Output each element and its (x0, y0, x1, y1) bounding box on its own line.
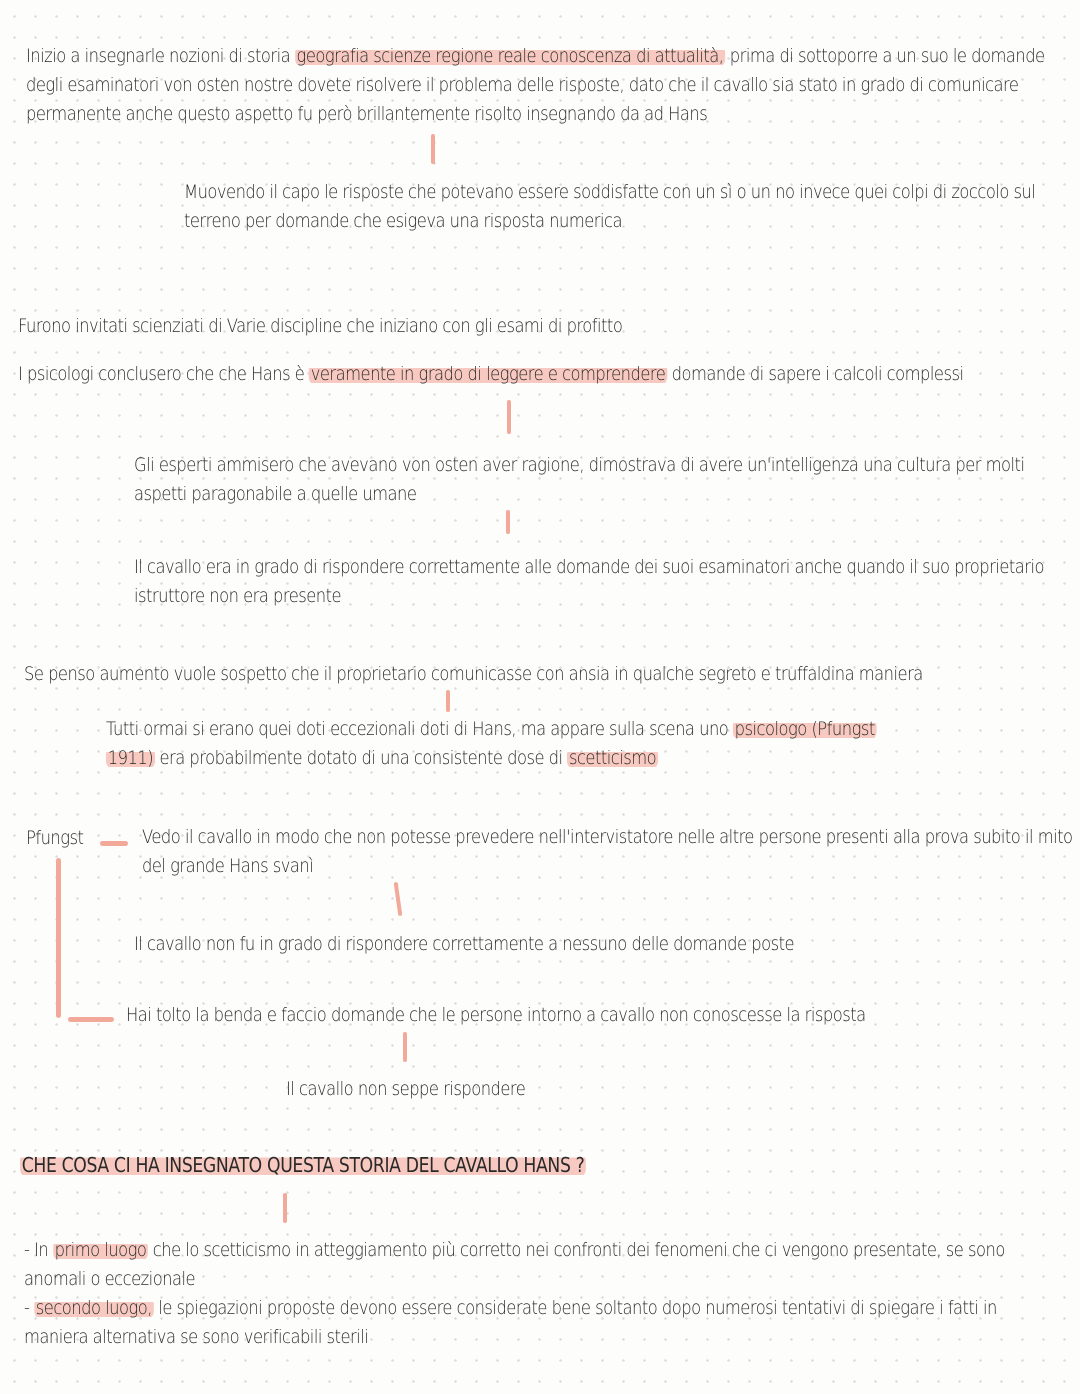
connector-arrow (394, 882, 403, 916)
text-line: Furono invitati scienziati di Varie discipline che iniziano con gli esami di profitto (18, 315, 623, 337)
highlight: veramente in grado di leggere e comprendere (310, 363, 666, 385)
text-line: maniera alternativa se sono verificabili sterili (24, 1326, 369, 1348)
connector-arrow (431, 134, 435, 164)
paragraph-intro (26, 42, 1045, 129)
text-line: - secondo luogo, le spiegazioni proposte devono essere considerate bene soltanto dopo numerosi tentativi di spiegare i fatti in (24, 1297, 997, 1319)
paragraph-head-movement (184, 178, 1035, 236)
highlight: secondo luogo, (35, 1297, 152, 1319)
paragraph-could-not-answer (286, 1075, 525, 1104)
text-line: permanente anche questo aspetto fu però brillantemente risolto insegnando da ad Hans (26, 103, 708, 125)
paragraph-fail (134, 930, 794, 959)
highlight: scetticismo (568, 747, 657, 769)
text-line: Tutti ormai si erano quei doti eccezionali doti di Hans, ma appare sulla scena uno psicologo (Pfungst (106, 718, 875, 740)
text-line: - In primo luogo che lo scetticismo in atteggiamento più corretto nei confronti dei fenomeni che ci vengono presentate, se sono (24, 1239, 1005, 1261)
bracket-line (56, 858, 61, 1018)
bracket-bottom-tick (68, 1017, 114, 1022)
paragraph-psychologists (18, 360, 963, 389)
text-line: Il cavallo era in grado di rispondere correttamente alle domande dei suoi esaminatori anche quando il suo proprietario (134, 556, 1045, 578)
section-heading (20, 1151, 586, 1179)
text-line: 1911) era probabilmente dotato di una consistente dose di scetticismo (107, 747, 657, 769)
text-line: Gli esperti ammisero che avevano von osten aver ragione, dimostrava di avere un'intelligenza una cultura per molti (134, 454, 1025, 476)
text-line: Il cavallo non seppe rispondere (286, 1078, 526, 1100)
bracket-top-tick (100, 841, 128, 846)
pfungst-label: Pfungst (26, 827, 84, 849)
text-line: del grande Hans svanì (142, 855, 314, 877)
paragraph-horse-answers (134, 553, 1044, 611)
connector-arrow (403, 1032, 407, 1062)
text-line: Il cavallo non fu in grado di rispondere correttamente a nessuno delle domande poste (134, 933, 795, 955)
text-line: Hai tolto la benda e faccio domande che le persone intorno a cavallo non conoscesse la risposta (126, 1004, 866, 1026)
text-line: I psicologi conclusero che che Hans è veramente in grado di leggere e comprendere domande di sapere i calcoli complessi (18, 363, 964, 385)
text-line: Vedo il cavallo in modo che non potesse prevedere nell'intervistatore nelle altre persone presenti alla prova subito il mito (142, 826, 1073, 848)
highlight: geografia scienze regione reale conoscenza di attualità, (296, 45, 724, 67)
text-line: Muovendo il capo le risposte che potevano essere soddisfatte con un sì o un no invece quei colpi di zoccolo sul (184, 181, 1036, 203)
paragraph-blindfold (142, 823, 1072, 881)
paragraph-experts (134, 451, 1024, 509)
paragraph-pfungst-intro (106, 715, 876, 773)
paragraph-no-blindfold (126, 1001, 866, 1030)
connector-arrow (283, 1193, 287, 1223)
highlight: primo luogo (54, 1239, 147, 1261)
highlight: 1911) (107, 747, 154, 769)
highlight: CHE COSA CI HA INSEGNATO QUESTA STORIA DEL CAVALLO HANS ? (21, 1153, 585, 1177)
text-line: terreno per domande che esigeva una risposta numerica (184, 210, 622, 232)
paragraph-suspicion (24, 660, 923, 689)
highlight: psicologo (Pfungst (734, 718, 875, 740)
text-line: aspetti paragonabile a quelle umane (134, 483, 417, 505)
text-line: Inizio a insegnarle nozioni di storia geografia scienze regione reale conoscenza di attualità, prima di sottoporre a un suo le domande (26, 45, 1045, 67)
connector-arrow (507, 400, 511, 434)
paragraph-lessons (24, 1236, 1005, 1352)
text-line: istruttore non era presente (134, 585, 342, 607)
connector-arrow (446, 690, 450, 712)
text-line: anomali o eccezionale (24, 1268, 196, 1290)
connector-arrow (506, 510, 510, 534)
paragraph-scientists (18, 312, 622, 341)
text-line: degli esaminatori von osten nostre dovete risolvere il problema delle risposte, dato che il cavallo sia stato in grado di comunicare (26, 74, 1019, 96)
text-line: Se penso aumento vuole sospetto che il proprietario comunicasse con ansia in qualche segreto e truffaldina maniera (24, 663, 923, 685)
